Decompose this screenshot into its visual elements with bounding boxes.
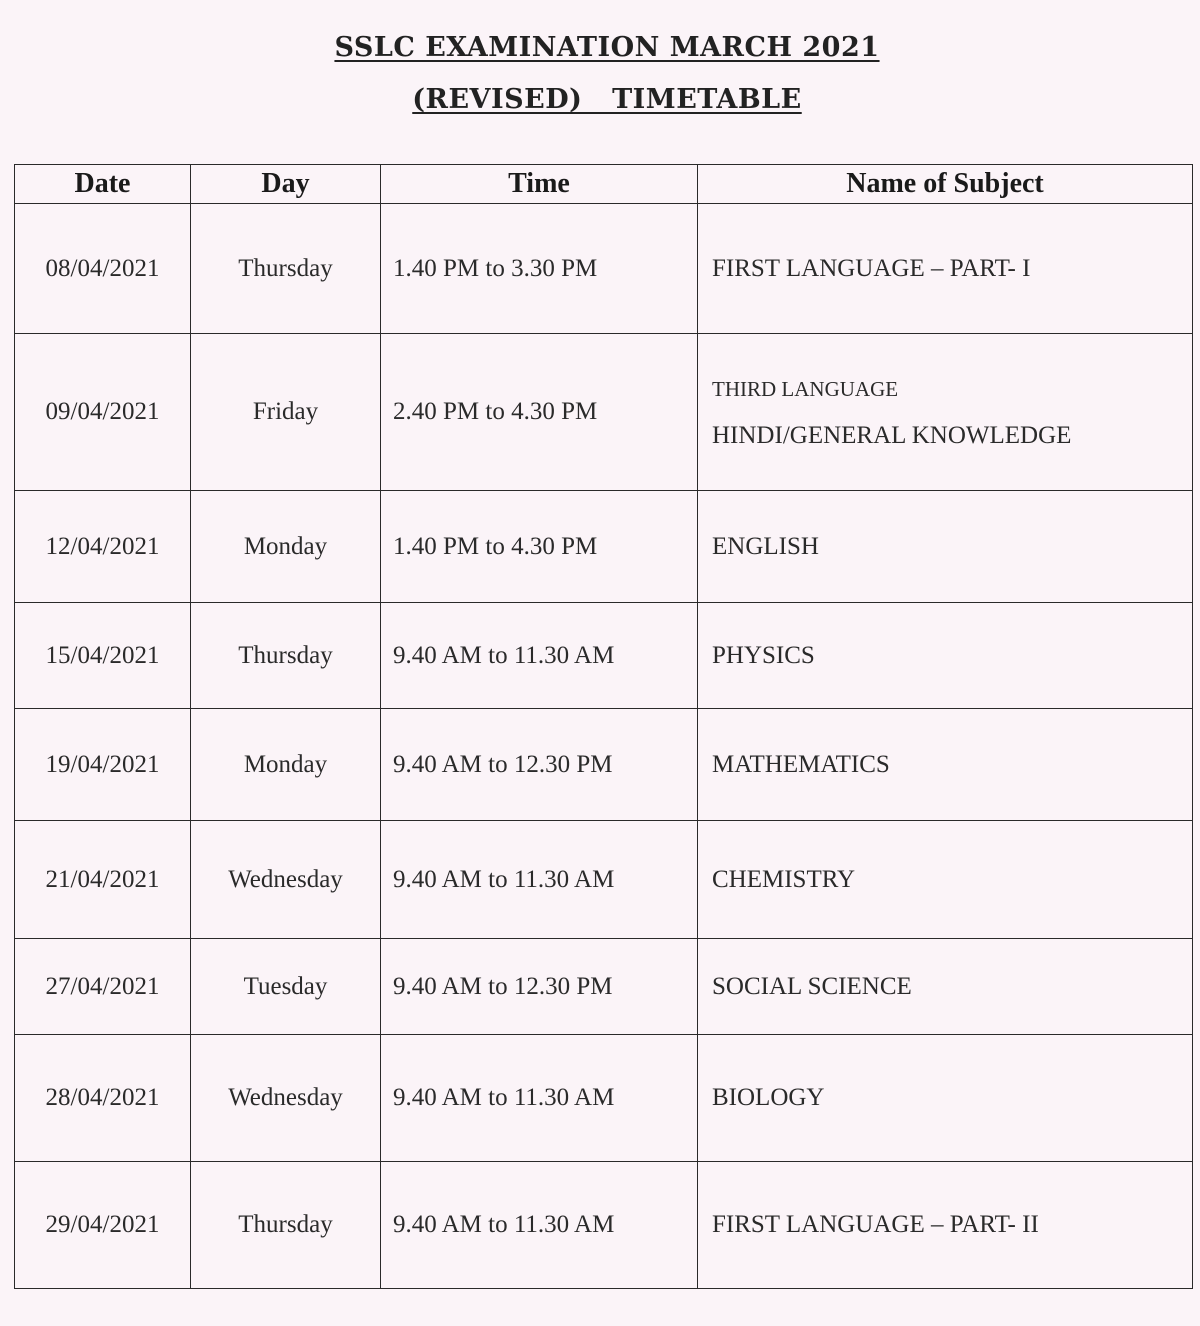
- header-time: Time: [381, 165, 698, 204]
- cell-date: 08/04/2021: [15, 204, 191, 334]
- table-row: [15, 939, 1193, 1035]
- cell-time: 2.40 PM to 4.30 PM: [381, 334, 698, 491]
- cell-time: 9.40 AM to 11.30 AM: [381, 603, 698, 709]
- table-row: [15, 821, 1193, 939]
- header-date: Date: [15, 165, 191, 204]
- cell-day: Thursday: [191, 603, 381, 709]
- cell-time: 9.40 AM to 12.30 PM: [381, 709, 698, 821]
- cell-day: Wednesday: [191, 821, 381, 939]
- cell-date: 21/04/2021: [15, 821, 191, 939]
- cell-time: 1.40 PM to 3.30 PM: [381, 204, 698, 334]
- cell-subject: BIOLOGY: [698, 1035, 1193, 1162]
- table-row: [15, 491, 1193, 603]
- header-day: Day: [191, 165, 381, 204]
- cell-subject: CHEMISTRY: [698, 821, 1193, 939]
- cell-subject: PHYSICS: [698, 603, 1193, 709]
- exam-timetable: [14, 164, 1193, 1289]
- header-row: [15, 165, 1193, 204]
- cell-date: 15/04/2021: [15, 603, 191, 709]
- table-row: [15, 603, 1193, 709]
- header-subject: Name of Subject: [698, 165, 1193, 204]
- cell-date: 12/04/2021: [15, 491, 191, 603]
- cell-time: 9.40 AM to 11.30 AM: [381, 821, 698, 939]
- cell-date: 09/04/2021: [15, 334, 191, 491]
- document-title: [0, 22, 1200, 126]
- cell-day: Thursday: [191, 204, 381, 334]
- table-row: [15, 204, 1193, 334]
- table-row: [15, 709, 1193, 821]
- cell-day: Monday: [191, 709, 381, 821]
- cell-subject: MATHEMATICS: [698, 709, 1193, 821]
- title-line-1: SSLC EXAMINATION MARCH 2021: [334, 32, 880, 63]
- cell-subject: FIRST LANGUAGE – PART- I: [698, 204, 1193, 334]
- table-row: [15, 1035, 1193, 1162]
- cell-date: 29/04/2021: [15, 1162, 191, 1289]
- cell-day: Wednesday: [191, 1035, 381, 1162]
- cell-date: 19/04/2021: [15, 709, 191, 821]
- table-row: [15, 1162, 1193, 1289]
- cell-time: 9.40 AM to 11.30 AM: [381, 1035, 698, 1162]
- cell-time: 1.40 PM to 4.30 PM: [381, 491, 698, 603]
- cell-subject: FIRST LANGUAGE – PART- II: [698, 1162, 1193, 1289]
- title-line-2: (REVISED) TIMETABLE: [412, 84, 802, 115]
- cell-date: 28/04/2021: [15, 1035, 191, 1162]
- cell-subject: SOCIAL SCIENCE: [698, 939, 1193, 1035]
- cell-day: Monday: [191, 491, 381, 603]
- table-row: [15, 334, 1193, 491]
- cell-subject: ENGLISH: [698, 491, 1193, 603]
- cell-day: Tuesday: [191, 939, 381, 1035]
- cell-date: 27/04/2021: [15, 939, 191, 1035]
- cell-subject: [698, 334, 1193, 491]
- cell-time: 9.40 AM to 11.30 AM: [381, 1162, 698, 1289]
- subject-line-2: HINDI/GENERAL KNOWLEDGE: [712, 422, 1072, 449]
- cell-day: Friday: [191, 334, 381, 491]
- subject-line-1: THIRD LANGUAGE: [712, 377, 899, 401]
- cell-time: 9.40 AM to 12.30 PM: [381, 939, 698, 1035]
- cell-day: Thursday: [191, 1162, 381, 1289]
